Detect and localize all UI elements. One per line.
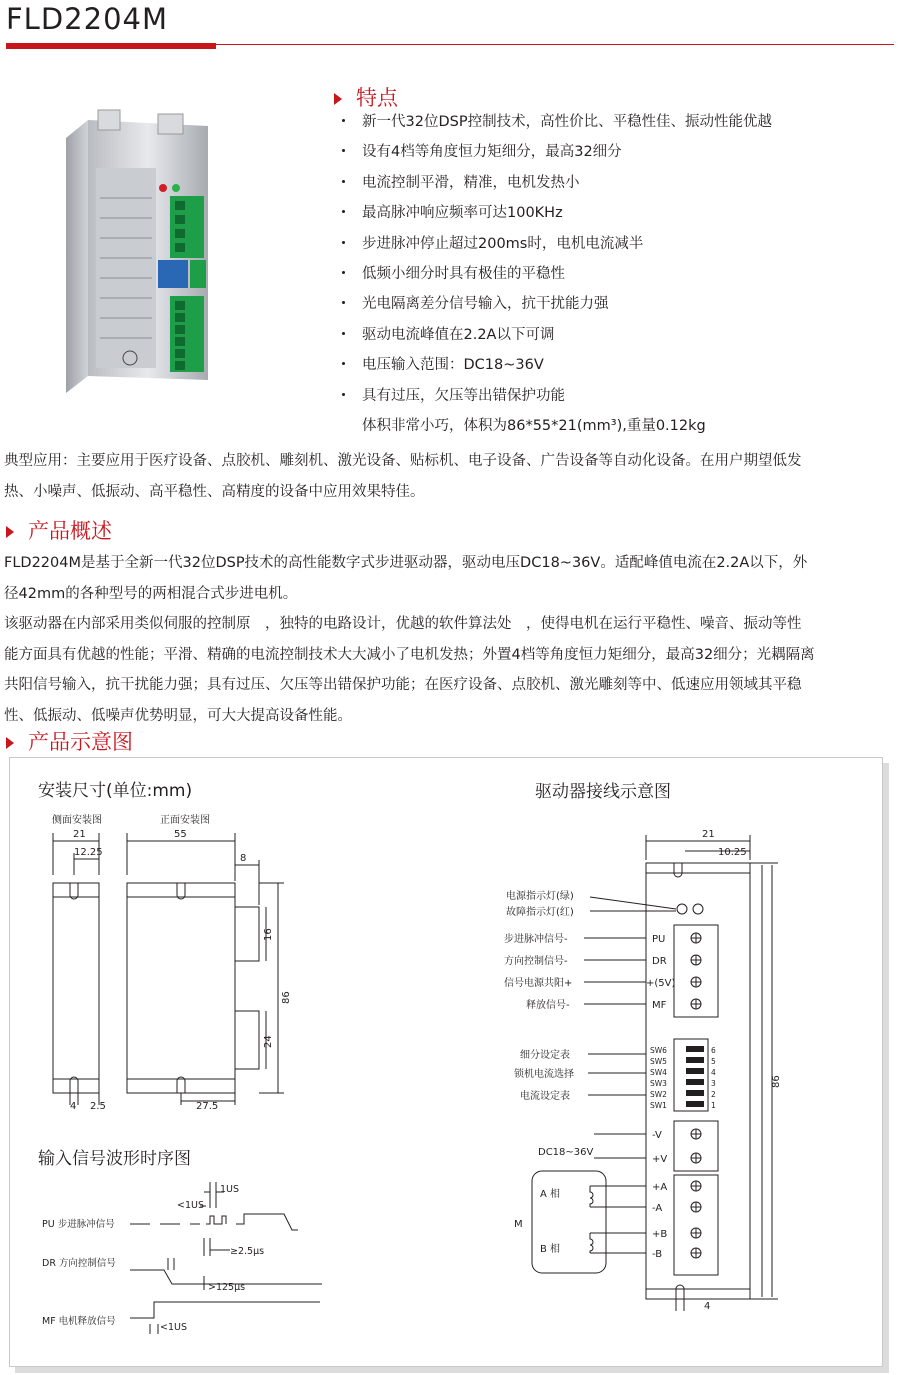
product-photo (58, 108, 228, 398)
t-125us: >125μs (208, 1282, 246, 1293)
overview-line: 性、低振动、低噪声优势明显，可大大提高设备性能。 (4, 707, 352, 724)
wiring-title: 驱动器接线示意图 (535, 782, 671, 802)
application-line: 热、小噪声、低振动、高平稳性、高精度的设备中应用效果特佳。 (4, 483, 425, 500)
dim-21: 21 (73, 829, 86, 840)
w-negv: -V (652, 1130, 662, 1141)
feature-text: 最高脉冲响应频率可达100KHz (362, 205, 563, 222)
w-lock-current-label: 锁机电流选择 (514, 1069, 574, 1080)
list-item (340, 110, 890, 140)
w-sw4: SW4 (650, 1068, 667, 1077)
bullet-dot-icon (342, 393, 345, 396)
feature-text: 步进脉冲停止超过200ms时，电机电流减半 (362, 235, 644, 252)
feature-text: 电流控制平滑，精准，电机发热小 (362, 174, 580, 191)
w-bp: +B (652, 1229, 668, 1240)
mechanical-drawing (30, 805, 310, 1125)
overview-line: 该驱动器在内部采用类似伺服的控制原 ，独特的电路设计，优越的软件算法处 ，使得电机在运行平稳性、噪音、振动等性 (4, 616, 802, 632)
list-item (340, 384, 890, 414)
dim-55: 55 (174, 829, 187, 840)
w-current-label: 电流设定表 (520, 1091, 570, 1102)
t-25us: ≥2.5μs (230, 1246, 265, 1257)
dim-2-5: 2.5 (90, 1101, 106, 1112)
w-sw1: SW1 (650, 1101, 667, 1110)
list-item (340, 140, 890, 170)
w-ap: +A (652, 1182, 668, 1193)
bullet-dot-icon (342, 241, 345, 244)
feature-text: 具有过压，欠压等出错保护功能 (362, 387, 565, 404)
w-an: -A (652, 1203, 663, 1214)
w-n6: 6 (711, 1046, 716, 1055)
w-dr-signal-label: 方向控制信号- (504, 956, 568, 967)
w-common-signal-label: 信号电源共阳+ (504, 978, 573, 989)
w-sw5: SW5 (650, 1057, 667, 1066)
triangle-bullet-icon (6, 737, 14, 749)
w-n2: 2 (711, 1090, 716, 1099)
triangle-bullet-icon (334, 93, 342, 105)
install-dimensions-title: 安装尺寸(单位:mm) (38, 781, 193, 801)
w-mf-signal-label: 释放信号- (526, 1000, 570, 1011)
dim-12-25: 12.25 (74, 847, 103, 858)
overview-line: FLD2204M是基于全新一代32位DSP技术的高性能数字式步进驱动器，驱动电压DC18~36V。适配峰值电流在2.2A以下，外 (4, 555, 808, 571)
list-item (340, 414, 890, 444)
diagram-heading (6, 726, 133, 756)
features-list (340, 110, 890, 444)
bullet-dot-icon (342, 362, 345, 365)
bullet-dot-icon (342, 301, 345, 304)
w-sw6: SW6 (650, 1046, 667, 1055)
bullet-dot-icon (342, 149, 345, 152)
w-dim-86: 86 (771, 1075, 782, 1088)
front-view-label: 正面安装图 (160, 815, 210, 826)
list-item (340, 171, 890, 201)
w-fault-led-label: 故障指示灯(红) (506, 907, 574, 918)
bullet-dot-icon (342, 332, 345, 335)
feature-text: 设有4档等角度恒力矩细分，最高32细分 (362, 144, 622, 161)
w-dim-10-25: 10.25 (718, 847, 747, 858)
list-item (340, 201, 890, 231)
w-5v: +(5V) (646, 978, 676, 989)
page-title: FLD2204M (6, 2, 168, 36)
dim-24: 24 (263, 1035, 274, 1048)
w-n1: 1 (711, 1101, 716, 1110)
feature-text: 新一代32位DSP控制技术，高性价比、平稳性佳、振动性能优越 (362, 114, 773, 130)
w-n5: 5 (711, 1057, 716, 1066)
dim-16: 16 (263, 928, 274, 941)
list-item (340, 262, 890, 292)
dim-8: 8 (240, 853, 247, 864)
w-motor: M (514, 1219, 523, 1230)
timing-title: 输入信号波形时序图 (38, 1149, 191, 1169)
w-posv: +V (652, 1154, 668, 1165)
dim-86: 86 (281, 991, 292, 1004)
feature-text: 体积非常小巧，体积为86*55*21(mm³),重量0.12kg (362, 417, 706, 434)
w-dc-label: DC18~36V (538, 1147, 594, 1158)
t-dr-label: DR 方向控制信号 (42, 1258, 116, 1269)
application-line: 典型应用：主要应用于医疗设备、点胶机、雕刻机、激光设备、贴标机、电子设备、广告设备等自动化设备。在用户期望低发 (4, 453, 802, 469)
t-1us-a: 1US (220, 1184, 240, 1195)
bullet-dot-icon (342, 119, 345, 122)
overview-line: 径42mm的各种型号的两相混合式步进电机。 (4, 585, 298, 602)
diagram-heading-text: 产品示意图 (28, 730, 133, 754)
overview-paragraph-2 (4, 609, 900, 731)
t-1us-b: <1US (177, 1200, 204, 1211)
w-dim-4: 4 (704, 1301, 711, 1312)
w-dim-21: 21 (702, 829, 715, 840)
title-accent-bar (6, 43, 216, 49)
t-mf-label: MF 电机释放信号 (42, 1316, 116, 1327)
w-pu: PU (652, 934, 666, 945)
w-microstep-label: 细分设定表 (520, 1050, 570, 1061)
t-pu-label: PU 步进脉冲信号 (42, 1219, 115, 1230)
w-a-phase: A 相 (540, 1189, 561, 1200)
overview-paragraph-1 (4, 548, 900, 609)
w-n3: 3 (711, 1079, 716, 1088)
features-heading-text: 特点 (356, 86, 398, 110)
w-power-led-label: 电源指示灯(绿) (506, 891, 574, 902)
list-item (340, 353, 890, 383)
w-n4: 4 (711, 1068, 716, 1077)
feature-text: 低频小细分时具有极佳的平稳性 (362, 265, 565, 282)
overview-heading-text: 产品概述 (28, 519, 112, 543)
list-item (340, 292, 890, 322)
wiring-diagram (500, 825, 800, 1325)
application-text (4, 446, 900, 507)
w-mf: MF (652, 1000, 667, 1011)
list-item (340, 323, 890, 353)
dim-27-5: 27.5 (196, 1101, 219, 1112)
w-dr: DR (652, 956, 667, 967)
bullet-dot-icon (342, 271, 345, 274)
list-item (340, 232, 890, 262)
bullet-dot-icon (342, 210, 345, 213)
w-pu-signal-label: 步进脉冲信号- (504, 934, 568, 945)
feature-text: 电压输入范围：DC18~36V (362, 357, 544, 374)
side-view-label: 侧面安装图 (52, 815, 102, 826)
w-sw2: SW2 (650, 1090, 667, 1099)
dim-4: 4 (70, 1101, 77, 1112)
t-1us-c: <1US (160, 1322, 187, 1333)
triangle-bullet-icon (6, 526, 14, 538)
w-bn: -B (652, 1249, 663, 1260)
feature-text: 驱动电流峰值在2.2A以下可调 (362, 326, 555, 343)
overview-line: 能方面具有优越的性能；平滑、精确的电流控制技术大大减小了电机发热；外置4档等角度恒力矩细分，最高32细分；光耦隔离 (4, 646, 815, 663)
bullet-dot-icon (342, 180, 345, 183)
overview-line: 共阳信号输入，抗干扰能力强；具有过压、欠压等出错保护功能；在医疗设备、点胶机、激光雕刻等中、低速应用领域其平稳 (4, 677, 802, 693)
feature-text: 光电隔离差分信号输入，抗干扰能力强 (362, 296, 609, 313)
w-b-phase: B 相 (540, 1244, 561, 1255)
features-heading (334, 82, 398, 112)
overview-heading (6, 515, 112, 545)
timing-diagram (30, 1178, 330, 1348)
w-sw3: SW3 (650, 1079, 667, 1088)
